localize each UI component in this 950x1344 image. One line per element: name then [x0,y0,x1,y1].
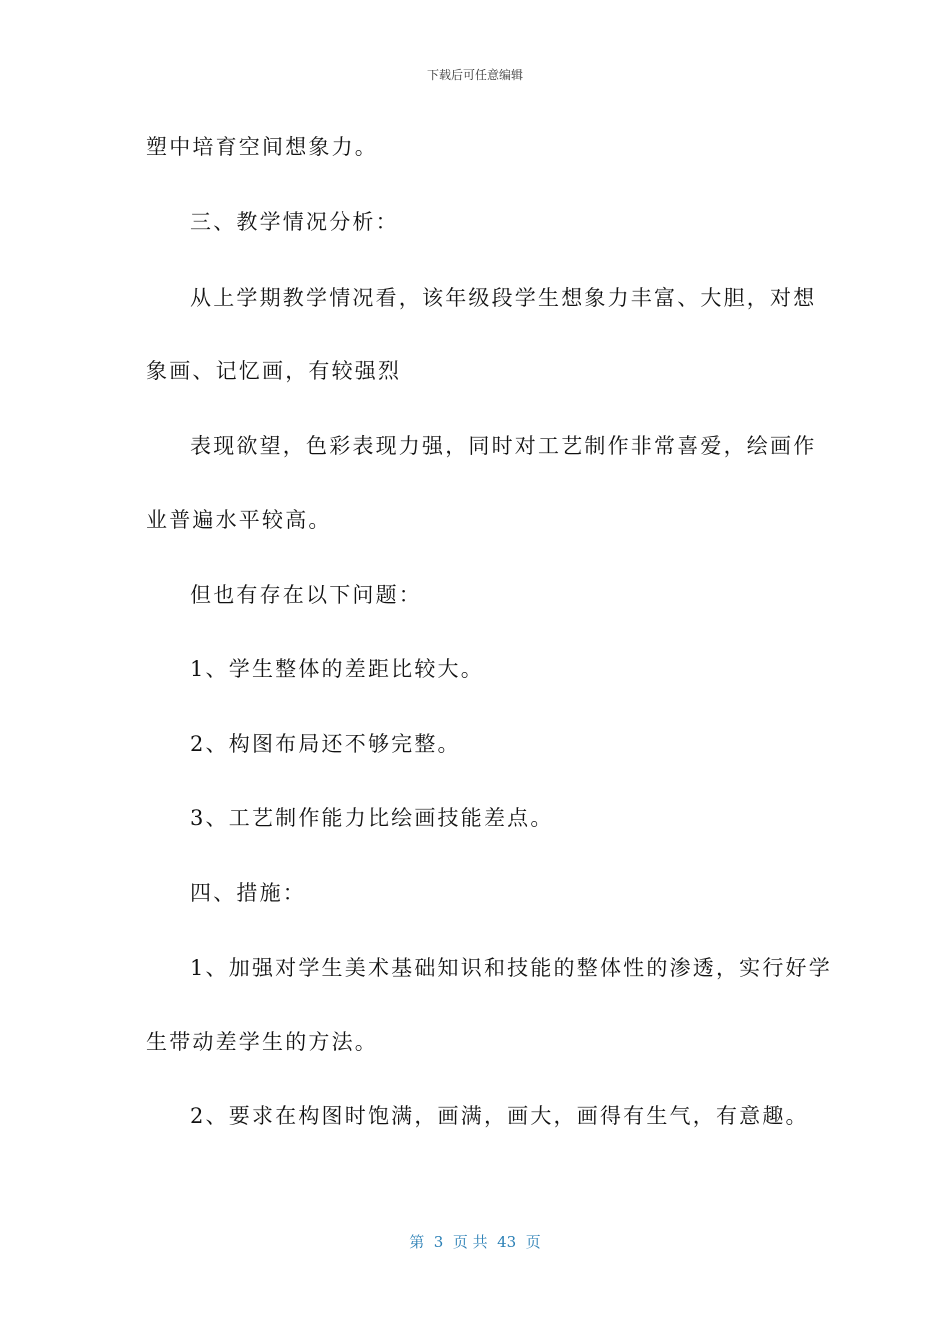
page-header: 下载后可任意编辑 [426,68,523,82]
section-heading: 四、措施： [190,881,306,905]
paragraph-line: 表现欲望，色彩表现力强，同时对工艺制作非常喜爱，绘画作 [190,434,817,458]
paragraph-line: 生带动差学生的方法。 [146,1030,378,1054]
list-item: 1、加强对学生美术基础知识和技能的整体性的渗透，实行好学 [190,956,832,980]
paragraph-line: 从上学期教学情况看，该年级段学生想象力丰富、大胆，对想 [190,286,817,310]
list-item: 3、工艺制作能力比绘画技能差点。 [190,806,554,830]
page-footer: 第 3 页 共 43 页 [409,1233,541,1251]
list-item: 2、要求在构图时饱满，画满，画大，画得有生气，有意趣。 [190,1104,809,1128]
section-heading: 三、教学情况分析： [190,210,399,234]
list-item: 2、构图布局还不够完整。 [190,732,461,756]
list-item: 1、学生整体的差距比较大。 [190,657,484,681]
paragraph-line: 但也有存在以下问题： [190,583,422,607]
paragraph-line: 业普遍水平较高。 [146,508,332,532]
paragraph-line: 塑中培育空间想象力。 [146,135,378,159]
paragraph-line: 象画、记忆画，有较强烈 [146,359,402,383]
